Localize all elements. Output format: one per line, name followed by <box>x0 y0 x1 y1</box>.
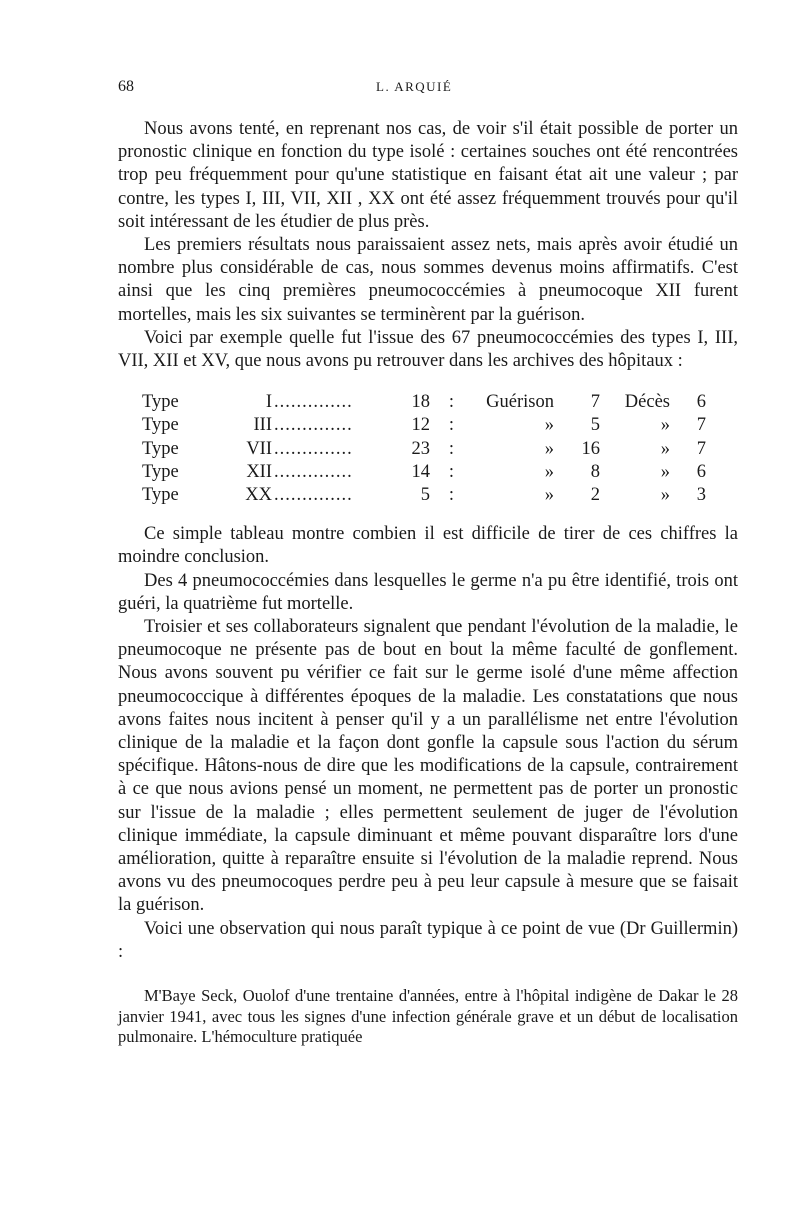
paragraph: Nous avons tenté, en reprenant nos cas, de voir s'il était possible de porter un pronostic clinique en fonction du type isolé : certaines souches ont été rencontrées trop peu fréquemment pour qu'une statistique en faisant état ait une valeur ; par contre, les types I, III, VII, XII , XX ont été assez fréquemment trouvés pour qu'il soit intéressant de les étudier de plus près. <box>118 119 738 232</box>
recovery-label: » <box>544 484 554 505</box>
table-row <box>142 484 710 507</box>
case-count: 18 <box>411 392 430 413</box>
paragraph: Voici par exemple quelle fut l'issue des 67 pneumococcémies des types I, III, VII, XII et XV, que nous avons pu retrouver dans les archives des hôpitaux : <box>118 327 738 372</box>
paragraph: Troisier et ses collaborateurs signalent que pendant l'évolution de la maladie, le pneumocoque ne présente pas de bout en bout la même faculté de gonflement. Nous avons souvent pu vérifier ce fait sur le germe isolé d'une même affection pneumococcique à différentes époques de la maladie. Les constatations que nous avons faites nous incitent à penser qu'il y a un parallélisme net entre l'évolution clinique de la maladie et la façon dont gonfle la capsule sous l'action du sérum spécifique. Hâtons-nous de dire que les modifications de la capsule, contrairement à ce que nous avions pensé un moment, ne permettent pas de porter un pronostic sur l'issue de la maladie ; elles permettent seulement de juger de l'évolution clinique immédiate, la capsule diminuant et même pouvant disparaître lors d'une amélioration, quitte à reparaître ensuite si l'évolution de la maladie reprend. Nous avons vu des pneumocoques perdre peu à peu leur capsule à mesure que se faisait la guérison. <box>118 616 738 916</box>
recovery-count: 2 <box>590 484 600 505</box>
colon: : <box>448 392 454 413</box>
case-count: 12 <box>411 415 430 436</box>
recovery-label: » <box>544 415 554 436</box>
colon: : <box>448 415 454 436</box>
type-label: Type <box>142 415 179 436</box>
recovery-count: 5 <box>590 415 600 436</box>
article-body <box>118 118 738 1048</box>
paragraph: Des 4 pneumococcémies dans lesquelles le germe n'a pu être identifié, trois ont guéri, la quatrième fut mortelle. <box>118 570 738 614</box>
death-label: » <box>660 415 670 436</box>
type-number: XX <box>245 484 272 505</box>
death-label: » <box>660 484 670 505</box>
death-label: Décès <box>624 392 670 413</box>
colon: : <box>448 438 454 459</box>
type-number: III <box>253 415 272 436</box>
table-row <box>142 438 710 461</box>
outcome-table <box>142 391 710 507</box>
recovery-count: 7 <box>590 392 600 413</box>
type-label: Type <box>142 461 179 482</box>
case-count: 23 <box>411 438 430 459</box>
recovery-label: » <box>544 461 554 482</box>
leader-dots: .............. <box>274 461 353 482</box>
type-label: Type <box>142 484 179 505</box>
type-number: VII <box>246 438 272 459</box>
colon: : <box>448 461 454 482</box>
paragraph: Voici une observation qui nous paraît typique à ce point de vue (Dr Guillermin) : <box>118 918 738 962</box>
paragraph: Les premiers résultats nous paraissaient assez nets, mais après avoir étudié un nombre plus considérable de cas, nous sommes devenus moins affirmatifs. C'est ainsi que les cinq premières pneumococcémies à pneumocoque XII furent mortelles, mais les six suivantes se terminèrent par la guérison. <box>118 235 738 325</box>
death-count: 7 <box>696 438 706 459</box>
running-head <box>118 78 738 100</box>
case-count: 5 <box>420 484 430 505</box>
death-count: 6 <box>696 461 706 482</box>
type-number: I <box>265 392 272 413</box>
leader-dots: .............. <box>274 438 353 459</box>
colon: : <box>448 484 454 505</box>
author-header: L. ARQUIÉ <box>376 79 453 94</box>
recovery-label: Guérison <box>486 392 554 413</box>
paragraph: Ce simple tableau montre combien il est difficile de tirer de ces chiffres la moindre conclusion. <box>118 524 738 568</box>
recovery-count: 16 <box>581 438 600 459</box>
recovery-count: 8 <box>590 461 600 482</box>
death-label: » <box>660 438 670 459</box>
type-label: Type <box>142 438 179 459</box>
death-count: 3 <box>696 484 706 505</box>
type-label: Type <box>142 392 179 413</box>
page-number: 68 <box>118 78 134 95</box>
table-row <box>142 461 710 484</box>
leader-dots: .............. <box>274 484 353 505</box>
death-count: 6 <box>696 392 706 413</box>
table-row <box>142 414 710 437</box>
observation-text: M'Baye Seck, Ouolof d'une trentaine d'années, entre à l'hôpital indigène de Dakar le 28 janvier 1941, avec tous les signes d'une infection générale grave et un début de localisation pulmonaire. L'hémoculture pratiquée <box>118 986 738 1047</box>
recovery-label: » <box>544 438 554 459</box>
case-count: 14 <box>411 461 430 482</box>
table-row <box>142 391 710 414</box>
leader-dots: .............. <box>274 392 353 413</box>
death-label: » <box>660 461 670 482</box>
leader-dots: .............. <box>274 415 353 436</box>
death-count: 7 <box>696 415 706 436</box>
type-number: XII <box>246 461 272 482</box>
